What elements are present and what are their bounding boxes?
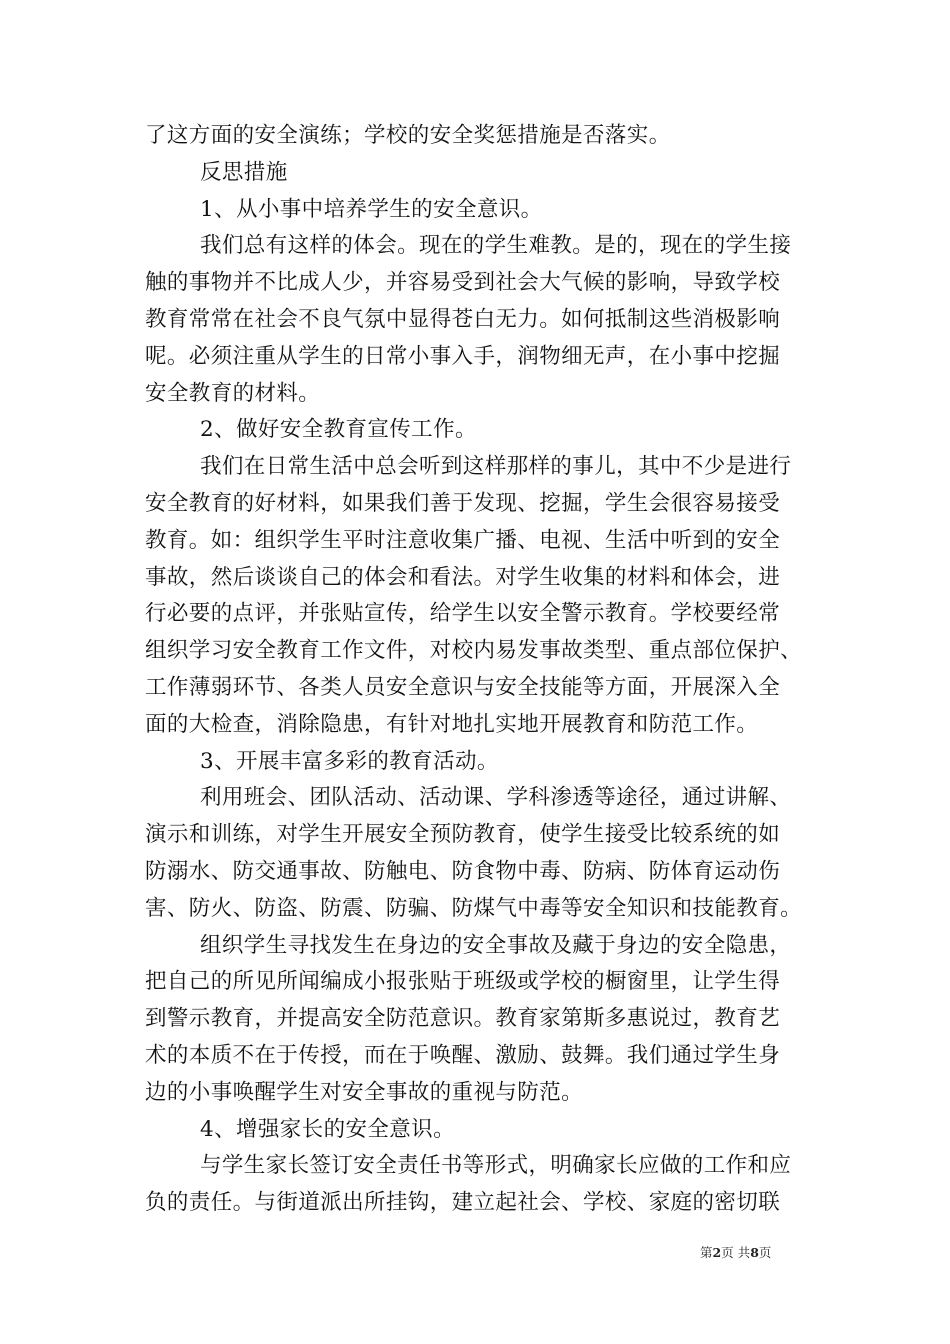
footer-middle: 页 共 <box>721 1245 751 1260</box>
text-line: 防溺水、防交通事故、防触电、防食物中毒、防病、防体育运动伤 <box>145 858 781 884</box>
text-line: 4、增强家长的安全意识。 <box>200 1116 455 1142</box>
text-line: 演示和训练，对学生开展安全预防教育，使学生接受比较系统的如 <box>145 822 781 848</box>
page-footer <box>700 1245 810 1261</box>
text-line: 把自己的所见所闻编成小报张贴于班级或学校的橱窗里，让学生得 <box>145 969 781 995</box>
text-line: 利用班会、团队活动、活动课、学科渗透等途径，通过讲解、 <box>200 785 792 811</box>
current-page-number: 2 <box>712 1245 722 1260</box>
text-line: 1、从小事中培养学生的安全意识。 <box>200 196 543 222</box>
text-line: 教育常常在社会不良气氛中显得苍白无力。如何抵制这些消极影响 <box>145 306 781 332</box>
text-line: 与学生家长签订安全责任书等形式，明确家长应做的工作和应 <box>200 1153 792 1179</box>
text-line: 安全教育的好材料，如果我们善于发现、挖掘，学生会很容易接受 <box>145 490 781 516</box>
text-line: 面的大检查，消除隐患，有针对地扎实地开展教育和防范工作。 <box>145 711 759 737</box>
text-line: 反思措施 <box>200 159 288 185</box>
text-line: 3、开展丰富多彩的教育活动。 <box>200 748 499 774</box>
text-line: 组织学习安全教育工作文件，对校内易发事故类型、重点部位保护、 <box>145 638 803 664</box>
footer-prefix: 第 <box>700 1245 713 1260</box>
text-line: 触的事物并不比成人少，并容易受到社会大气候的影响，导致学校 <box>145 270 781 296</box>
total-pages-number: 8 <box>750 1245 759 1260</box>
body-text <box>145 118 815 1222</box>
text-line: 行必要的点评，并张贴宣传，给学生以安全警示教育。学校要经常 <box>145 601 781 627</box>
text-line: 边的小事唤醒学生对安全事故的重视与防范。 <box>145 1079 584 1105</box>
text-line: 安全教育的材料。 <box>145 380 321 406</box>
footer-suffix: 页 <box>758 1245 772 1260</box>
text-line: 我们总有这样的体会。现在的学生难教。是的，现在的学生接 <box>200 233 792 259</box>
text-line: 呢。必须注重从学生的日常小事入手，润物细无声，在小事中挖掘 <box>145 343 781 369</box>
text-line: 事故，然后谈谈自己的体会和看法。对学生收集的材料和体会，进 <box>145 564 781 590</box>
text-line: 教育。如：组织学生平时注意收集广播、电视、生活中听到的安全 <box>145 527 781 553</box>
text-line: 了这方面的安全演练；学校的安全奖惩措施是否落实。 <box>145 123 671 148</box>
text-line: 工作薄弱环节、各类人员安全意识与安全技能等方面，开展深入全 <box>145 674 781 700</box>
text-line: 术的本质不在于传授，而在于唤醒、激励、鼓舞。我们通过学生身 <box>145 1042 781 1068</box>
text-line: 害、防火、防盗、防震、防骗、防煤气中毒等安全知识和技能教育。 <box>145 895 803 921</box>
text-line: 负的责任。与街道派出所挂钩，建立起社会、学校、家庭的密切联 <box>145 1190 781 1216</box>
text-line: 2、做好安全教育宣传工作。 <box>200 417 477 443</box>
text-line: 我们在日常生活中总会听到这样那样的事儿，其中不少是进行 <box>200 454 792 480</box>
text-line: 到警示教育，并提高安全防范意识。教育家第斯多惠说过，教育艺 <box>145 1006 781 1032</box>
text-line: 组织学生寻找发生在身边的安全事故及藏于身边的安全隐患， <box>200 932 792 958</box>
